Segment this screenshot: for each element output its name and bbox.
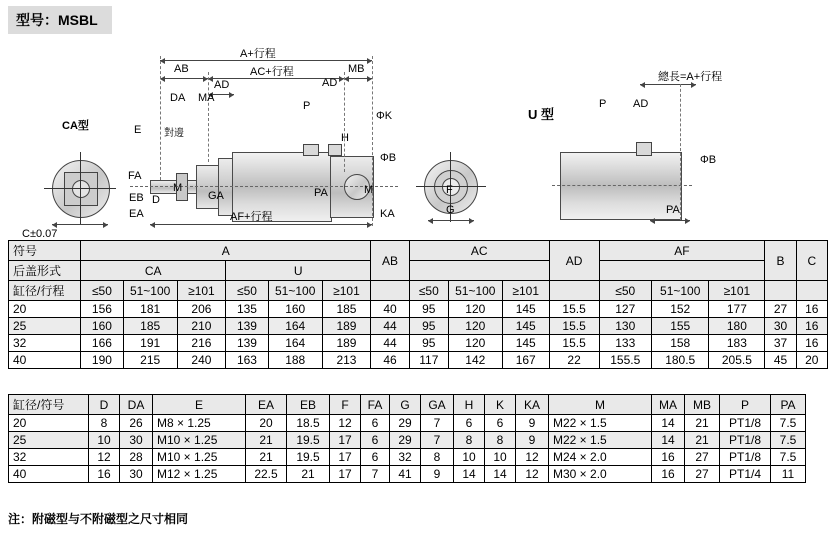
cell: 28	[120, 449, 153, 466]
cell: 210	[177, 318, 226, 335]
cell: 15.5	[549, 318, 599, 335]
cell: 44	[371, 335, 410, 352]
th-bore-symbol: 缸径/符号	[9, 395, 89, 415]
u-type-port	[636, 142, 652, 156]
th-ea: EA	[246, 395, 287, 415]
th-ab-blank	[371, 281, 410, 301]
th-symbol: 符号	[9, 241, 81, 261]
dimension-table-d	[8, 394, 806, 483]
th-ca-51-100: 51~100	[123, 281, 177, 301]
table-row-header-2	[9, 261, 828, 281]
cell: 127	[599, 301, 652, 318]
cell: 11	[771, 466, 806, 483]
cell: PT1/8	[720, 415, 771, 432]
cell: 27	[685, 466, 720, 483]
cell: 22	[549, 352, 599, 369]
label-c-tol: C±0.07	[22, 228, 58, 240]
cell: 95	[409, 318, 448, 335]
ext-line-1	[160, 56, 161, 180]
th-group-ab: AB	[371, 241, 410, 281]
label-pa: PA	[314, 187, 328, 199]
th-af-le50: ≤50	[599, 281, 652, 301]
cell: 185	[123, 318, 177, 335]
th-group-af: AF	[599, 241, 765, 261]
u-type-barrel	[560, 152, 682, 220]
cell: 164	[268, 318, 322, 335]
cell: 22.5	[246, 466, 287, 483]
table-row-header-3	[9, 281, 828, 301]
label-ac-stroke: AC+行程	[250, 66, 294, 78]
cell: 164	[268, 335, 322, 352]
cell: 155.5	[599, 352, 652, 369]
cell: 20	[246, 415, 287, 432]
label-duibian: 對邊	[164, 128, 184, 139]
cell: 17	[330, 466, 361, 483]
th-b-blank	[765, 281, 796, 301]
cell: 21	[246, 432, 287, 449]
label-u-p: P	[599, 98, 607, 110]
label-f: F	[446, 184, 453, 196]
cell: 40	[9, 466, 89, 483]
th-group-b: B	[765, 241, 796, 281]
dim-c	[52, 224, 108, 225]
cell: 163	[226, 352, 269, 369]
label-total-length: 總長=A+行程	[658, 71, 723, 83]
cell: 16	[652, 466, 685, 483]
cell: 181	[123, 301, 177, 318]
label-ea: EA	[129, 208, 144, 220]
cell: 41	[390, 466, 421, 483]
cell: 160	[81, 318, 124, 335]
cell: 12	[516, 449, 549, 466]
cell: PT1/8	[720, 432, 771, 449]
cell: M22 × 1.5	[549, 415, 652, 432]
cell: 10	[485, 449, 516, 466]
cell: 7	[361, 466, 390, 483]
cell: 188	[268, 352, 322, 369]
main-center-line	[130, 186, 398, 187]
th-ga: GA	[421, 395, 454, 415]
cell: 15.5	[549, 335, 599, 352]
label-ad-left: AD	[214, 79, 230, 91]
ext-line-4	[372, 56, 373, 226]
th-cap-type: 后盖形式	[9, 261, 81, 281]
cell: 139	[226, 318, 269, 335]
cell: 15.5	[549, 301, 599, 318]
th-g: G	[390, 395, 421, 415]
cell: M10 × 1.25	[153, 449, 246, 466]
th-ka: KA	[516, 395, 549, 415]
label-g: G	[446, 204, 455, 216]
cell: 16	[796, 335, 827, 352]
cell: 20	[9, 301, 81, 318]
th-pa: PA	[771, 395, 806, 415]
th-fa: FA	[361, 395, 390, 415]
dim-ab	[160, 78, 208, 79]
dim-total-length	[640, 84, 696, 85]
label-ca-type: CA型	[62, 120, 89, 132]
cell: 206	[177, 301, 226, 318]
cell: 37	[765, 335, 796, 352]
cell: 6	[361, 415, 390, 432]
cell: 9	[516, 415, 549, 432]
cell: 30	[120, 432, 153, 449]
table-row	[9, 415, 806, 432]
label-d: D	[152, 194, 160, 206]
th-h: H	[454, 395, 485, 415]
ext-line-2	[208, 72, 209, 162]
cell: 183	[709, 335, 765, 352]
cell: 120	[448, 301, 502, 318]
cell: 9	[516, 432, 549, 449]
th-c-blank	[796, 281, 827, 301]
cell: 155	[652, 318, 709, 335]
th-u-51-100: 51~100	[268, 281, 322, 301]
cell: 177	[709, 301, 765, 318]
cell: 10	[89, 432, 120, 449]
dimension-table-a	[8, 240, 828, 369]
cell: 44	[371, 318, 410, 335]
label-eb: EB	[129, 192, 144, 204]
cell: 135	[226, 301, 269, 318]
th-k: K	[485, 395, 516, 415]
cell: 205.5	[709, 352, 765, 369]
label-a-stroke: A+行程	[240, 48, 276, 60]
label-ga: GA	[208, 190, 224, 202]
th-eb: EB	[287, 395, 330, 415]
cell: 145	[502, 318, 549, 335]
footer-note: 注：附磁型与不附磁型之尺寸相同	[8, 512, 189, 526]
cell: 30	[765, 318, 796, 335]
u-center-line	[552, 185, 692, 186]
cell: 8	[421, 449, 454, 466]
label-af-stroke: AF+行程	[230, 211, 273, 223]
cell: 29	[390, 432, 421, 449]
cell: 32	[9, 335, 81, 352]
cell: M30 × 2.0	[549, 466, 652, 483]
th-group-ac: AC	[409, 241, 549, 261]
cell: 16	[89, 466, 120, 483]
cell: 25	[9, 318, 81, 335]
cell: 160	[268, 301, 322, 318]
dim-af-stroke	[150, 224, 372, 225]
table-row	[9, 449, 806, 466]
cell: 7	[421, 432, 454, 449]
label-ka: KA	[380, 208, 395, 220]
table-row	[9, 466, 806, 483]
cell: PT1/4	[720, 466, 771, 483]
cell: 120	[448, 318, 502, 335]
cell: 156	[81, 301, 124, 318]
label-mb: MB	[348, 63, 365, 75]
th-sub-u: U	[226, 261, 371, 281]
cell: 158	[652, 335, 709, 352]
cell: 152	[652, 301, 709, 318]
cell: 46	[371, 352, 410, 369]
label-u-pa: PA	[666, 204, 680, 216]
cell: 45	[765, 352, 796, 369]
label-ad-right: AD	[322, 77, 338, 89]
cell: 14	[652, 432, 685, 449]
cell: 17	[330, 449, 361, 466]
cell: 8	[89, 415, 120, 432]
cell: 6	[454, 415, 485, 432]
cell: 26	[120, 415, 153, 432]
label-ab: AB	[174, 63, 189, 75]
label-da: DA	[170, 92, 186, 104]
cell: 19.5	[287, 432, 330, 449]
cell: 166	[81, 335, 124, 352]
ca-center-line-v	[80, 152, 81, 224]
cell: 9	[421, 466, 454, 483]
cell: 12	[89, 449, 120, 466]
cell: 21	[685, 432, 720, 449]
port-rear	[328, 144, 342, 156]
dim-g	[428, 220, 474, 221]
u-ext-1	[680, 84, 681, 220]
th-ac-le50: ≤50	[409, 281, 448, 301]
cell: M12 × 1.25	[153, 466, 246, 483]
label-m-right: M	[364, 184, 374, 196]
cell: 145	[502, 335, 549, 352]
cell: M24 × 2.0	[549, 449, 652, 466]
table-row	[9, 335, 828, 352]
cell: 27	[685, 449, 720, 466]
cell: 95	[409, 335, 448, 352]
th-p: P	[720, 395, 771, 415]
cell: 167	[502, 352, 549, 369]
label-e: E	[134, 124, 142, 136]
cell: 142	[448, 352, 502, 369]
cell: 16	[796, 318, 827, 335]
cell: 95	[409, 301, 448, 318]
table-row	[9, 432, 806, 449]
cell: 7.5	[771, 449, 806, 466]
cell: 7.5	[771, 432, 806, 449]
cell: 8	[485, 432, 516, 449]
label-u-phi-b: ΦB	[700, 154, 717, 166]
cell: 14	[485, 466, 516, 483]
cell: 180.5	[652, 352, 709, 369]
label-ma: MA	[198, 92, 215, 104]
dim-pa-u	[650, 220, 690, 221]
cell: 20	[796, 352, 827, 369]
cell: 16	[652, 449, 685, 466]
cell: 7	[421, 415, 454, 432]
table-row-header-1	[9, 241, 828, 261]
ca-end-view-inner	[72, 180, 90, 198]
th-group-c: C	[796, 241, 827, 281]
technical-drawing	[0, 32, 828, 240]
cell: 29	[390, 415, 421, 432]
cell: 215	[123, 352, 177, 369]
label-m-left: M	[173, 182, 183, 194]
th-m: M	[549, 395, 652, 415]
cell: 185	[322, 301, 371, 318]
cell: 16	[796, 301, 827, 318]
th-ac-ge101: ≥101	[502, 281, 549, 301]
cell: 216	[177, 335, 226, 352]
th-ca-ge101: ≥101	[177, 281, 226, 301]
cell: 30	[120, 466, 153, 483]
cell: PT1/8	[720, 449, 771, 466]
cell: 145	[502, 301, 549, 318]
label-fa: FA	[128, 170, 142, 182]
th-sub-af-span	[599, 261, 765, 281]
cell: M22 × 1.5	[549, 432, 652, 449]
cell: 6	[361, 432, 390, 449]
cell: 120	[448, 335, 502, 352]
label-u-type: U 型	[528, 107, 555, 122]
cell: 191	[123, 335, 177, 352]
label-p: P	[303, 100, 311, 112]
cell: 17	[330, 432, 361, 449]
label-phi-k: ΦK	[376, 110, 393, 122]
cell: 6	[361, 449, 390, 466]
th-d: D	[89, 395, 120, 415]
th-u-ge101: ≥101	[322, 281, 371, 301]
th-bore-stroke: 缸径/行程	[9, 281, 81, 301]
th-ad-blank	[549, 281, 599, 301]
table-row	[9, 318, 828, 335]
cell: 21	[685, 415, 720, 432]
th-sub-ca: CA	[81, 261, 226, 281]
cell: 14	[652, 415, 685, 432]
th-af-ge101: ≥101	[709, 281, 765, 301]
cell: 21	[246, 449, 287, 466]
cell: 32	[390, 449, 421, 466]
th-da: DA	[120, 395, 153, 415]
th-ac-51-100: 51~100	[448, 281, 502, 301]
cell: 189	[322, 318, 371, 335]
label-h: H	[341, 132, 349, 144]
th-group-ad: AD	[549, 241, 599, 281]
port-front	[303, 144, 319, 156]
table-row-header	[9, 395, 806, 415]
cell: 27	[765, 301, 796, 318]
cell: 40	[9, 352, 81, 369]
th-af-51-100: 51~100	[652, 281, 709, 301]
cell: 40	[371, 301, 410, 318]
cell: 130	[599, 318, 652, 335]
cell: 189	[322, 335, 371, 352]
ext-line-3	[344, 72, 345, 172]
th-sub-ac-span	[409, 261, 549, 281]
cell: 32	[9, 449, 89, 466]
cell: 21	[287, 466, 330, 483]
cell: 20	[9, 415, 89, 432]
dim-mb	[344, 78, 372, 79]
cell: 213	[322, 352, 371, 369]
cell: 180	[709, 318, 765, 335]
th-ma: MA	[652, 395, 685, 415]
cell: 8	[454, 432, 485, 449]
cell: 19.5	[287, 449, 330, 466]
page-title: 型号：MSBL	[8, 6, 112, 34]
label-phi-b: ΦB	[380, 152, 397, 164]
th-group-a: A	[81, 241, 371, 261]
th-u-le50: ≤50	[226, 281, 269, 301]
table-row	[9, 352, 828, 369]
cell: 190	[81, 352, 124, 369]
cell: 133	[599, 335, 652, 352]
th-f: F	[330, 395, 361, 415]
cell: 117	[409, 352, 448, 369]
cell: 12	[330, 415, 361, 432]
cell: 240	[177, 352, 226, 369]
cell: M10 × 1.25	[153, 432, 246, 449]
cell: 10	[454, 449, 485, 466]
cell: 14	[454, 466, 485, 483]
th-e: E	[153, 395, 246, 415]
cell: 12	[516, 466, 549, 483]
cell: 139	[226, 335, 269, 352]
label-u-ad: AD	[633, 98, 649, 110]
cell: 18.5	[287, 415, 330, 432]
th-ca-le50: ≤50	[81, 281, 124, 301]
cell: 6	[485, 415, 516, 432]
th-mb: MB	[685, 395, 720, 415]
cell: M8 × 1.25	[153, 415, 246, 432]
cell: 25	[9, 432, 89, 449]
table-row	[9, 301, 828, 318]
cell: 7.5	[771, 415, 806, 432]
